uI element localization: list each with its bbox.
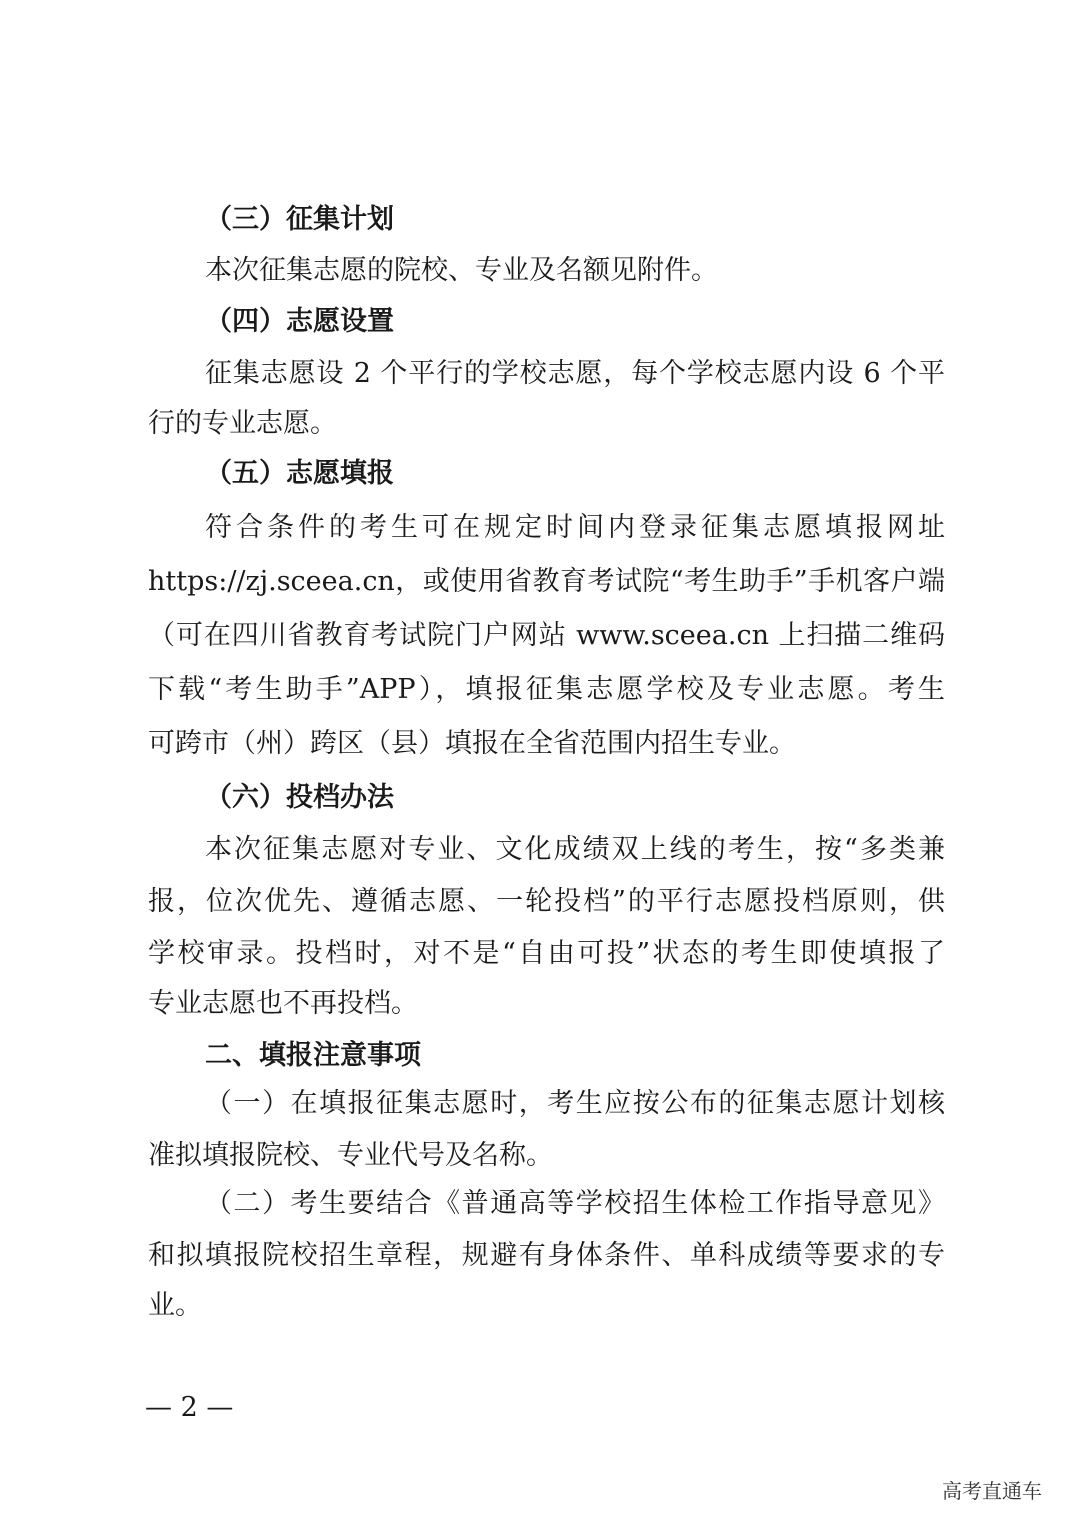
section-heading-method: （六）投档办法 [205,782,394,813]
section-heading-notes: 二、填报注意事项 [205,1040,421,1071]
paragraph-line: （二）考生要结合《普通高等学校招生体检工作指导意见》 [205,1188,945,1219]
page-number: — 2 — [145,1392,234,1423]
paragraph-line: 下载“考生助手”APP），填报征集志愿学校及专业志愿。考生 [148,674,945,705]
paragraph-line: 本次征集志愿对专业、文化成绩双上线的考生，按“多类兼 [205,834,945,865]
paragraph-line: （可在四川省教育考试院门户网站 www.sceea.cn 上扫描二维码 [148,620,945,651]
paragraph-line: （一）在填报征集志愿时，考生应按公布的征集志愿计划核 [205,1088,945,1119]
paragraph-line: 符合条件的考生可在规定时间内登录征集志愿填报网址 [205,512,945,543]
paragraph-line: 报，位次优先、遵循志愿、一轮投档”的平行志愿投档原则，供 [148,886,945,917]
paragraph-line: 可跨市（州）跨区（县）填报在全省范围内招生专业。 [148,728,796,759]
paragraph-line: https://zj.sceea.cn，或使用省教育考试院“考生助手”手机客户端 [148,566,945,597]
watermark: 高考直通车 [942,1479,1042,1503]
section-heading-plan: （三）征集计划 [205,204,394,235]
paragraph-line: 征集志愿设 2 个平行的学校志愿，每个学校志愿内设 6 个平 [205,358,945,389]
section-heading-settings: （四）志愿设置 [205,306,394,337]
paragraph-line: 学校审录。投档时，对不是“自由可投”状态的考生即使填报了 [148,938,945,969]
section-heading-filling: （五）志愿填报 [205,458,394,489]
paragraph-line: 本次征集志愿的院校、专业及名额见附件。 [205,255,718,286]
paragraph-line: 准拟填报院校、专业代号及名称。 [148,1140,553,1171]
paragraph-line: 专业志愿也不再投档。 [148,988,418,1019]
paragraph-line: 和拟填报院校招生章程，规避有身体条件、单科成绩等要求的专 [148,1240,945,1271]
paragraph-line: 业。 [148,1290,202,1321]
paragraph-line: 行的专业志愿。 [148,408,337,439]
